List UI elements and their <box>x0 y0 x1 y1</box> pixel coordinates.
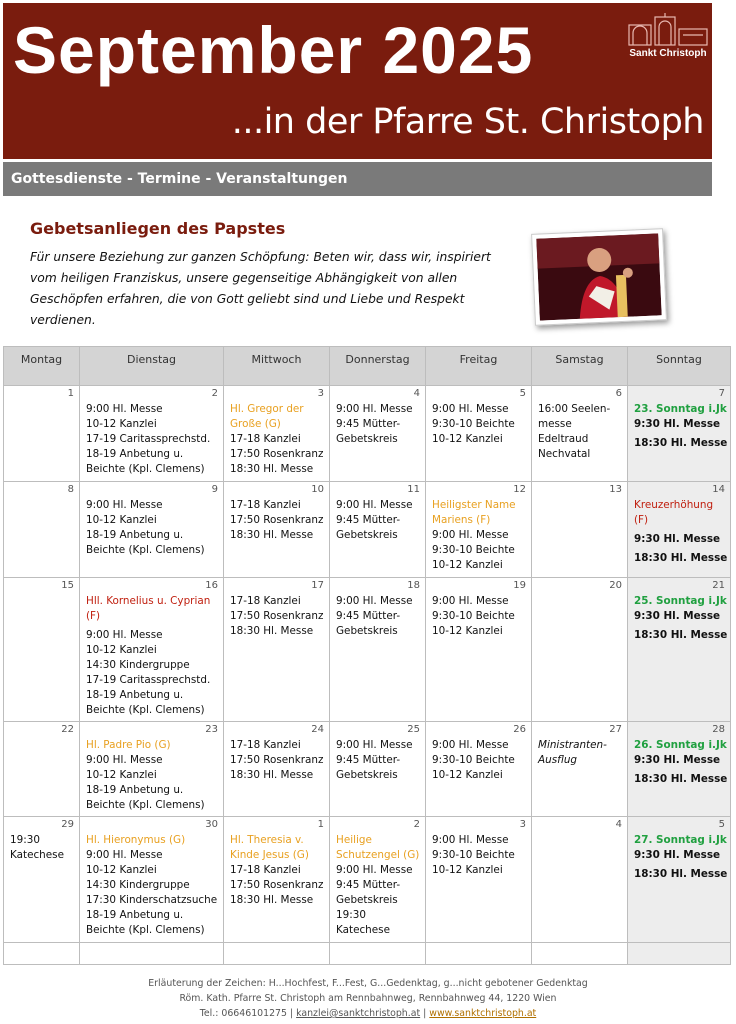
calendar-week-row <box>4 482 731 578</box>
calendar-week-row <box>4 386 731 482</box>
calendar-week-row <box>4 817 731 943</box>
day-cell <box>80 482 224 578</box>
pope-photo <box>531 228 667 326</box>
day-number: 10 <box>311 484 324 495</box>
day-cell <box>80 578 224 722</box>
empty-cell <box>4 943 80 965</box>
day-number: 19 <box>513 580 526 591</box>
calendar-week-row <box>4 578 731 722</box>
feast-label: Hl. Hieronymus (G) <box>86 834 186 846</box>
day-number: 30 <box>205 819 218 830</box>
event-line: Gebetskreis <box>336 433 398 445</box>
day-cell <box>330 722 426 817</box>
event-line: 9:00 Hl. Messe <box>432 403 509 415</box>
event-line: 17-18 Kanzlei <box>230 595 301 607</box>
feast-label: Kreuzerhöhung (F) <box>634 499 714 526</box>
day-number: 1 <box>67 388 74 399</box>
event-line: 18:30 Hl. Messe <box>634 773 728 785</box>
event-line: 17-18 Kanzlei <box>230 499 301 511</box>
event-line: 17:50 Rosenkranz <box>230 610 324 622</box>
event-line: 9:00 Hl. Messe <box>86 403 163 415</box>
day-number: 4 <box>615 819 622 830</box>
day-number: 3 <box>317 388 324 399</box>
event-line: 10-12 Kanzlei <box>86 644 157 656</box>
sunday-cell <box>628 817 731 943</box>
weekday-header: Donnerstag <box>330 347 426 386</box>
calendar-week-row <box>4 722 731 817</box>
event-line: 10-12 Kanzlei <box>86 769 157 781</box>
day-number: 16 <box>205 580 218 591</box>
event-line: Gebetskreis <box>336 529 398 541</box>
day-cell <box>426 386 532 482</box>
event-line: 9:00 Hl. Messe <box>86 629 163 641</box>
sunday-title: 27. Sonntag i.Jk <box>634 834 727 846</box>
event-line: 18:30 Hl. Messe <box>634 552 728 564</box>
event-line: 18-19 Anbetung u. <box>86 448 184 460</box>
empty-cell <box>330 943 426 965</box>
category-bar-text: Gottesdienste - Termine - Veranstaltungen <box>11 171 348 187</box>
event-line: Beichte (Kpl. Clemens) <box>86 463 205 475</box>
address-text: Röm. Kath. Pfarre St. Christoph am Rennbahnweg, Rennbahnweg 44, 1220 Wien <box>179 993 557 1004</box>
event-line: 18:30 Hl. Messe <box>230 463 314 475</box>
day-number: 2 <box>413 819 420 830</box>
event-line: 17:50 Rosenkranz <box>230 514 324 526</box>
sunday-cell <box>628 386 731 482</box>
event-line: Gebetskreis <box>336 769 398 781</box>
event-line: 9:00 Hl. Messe <box>432 595 509 607</box>
day-number: 8 <box>67 484 74 495</box>
event-line: 18:30 Hl. Messe <box>634 629 728 641</box>
event-line: 14:30 Kindergruppe <box>86 879 190 891</box>
feast-label: Hl. Theresia v. Kinde Jesus (G) <box>230 834 309 861</box>
email-link[interactable]: kanzlei@sanktchristoph.at <box>296 1008 421 1019</box>
event-line: 9:00 Hl. Messe <box>86 754 163 766</box>
day-cell <box>4 817 80 943</box>
event-line: 18:30 Hl. Messe <box>634 437 728 449</box>
event-line: 9:00 Hl. Messe <box>432 834 509 846</box>
event-line: 18-19 Anbetung u. <box>86 529 184 541</box>
intention-line: Geschöpfen erfahren, die von Gott geliebt sind und Liebe und Respekt <box>30 292 465 306</box>
header-banner <box>3 3 712 159</box>
event-line: 18:30 Hl. Messe <box>230 894 314 906</box>
intention-line: Für unsere Beziehung zur ganzen Schöpfung: Beten wir, dass wir, inspiriert <box>30 250 491 264</box>
event-line: Katechese <box>336 924 390 936</box>
website-link[interactable]: www.sanktchristoph.at <box>429 1008 537 1019</box>
intention-line: verdienen. <box>30 313 96 327</box>
logo-text: Sankt Christoph <box>629 48 707 59</box>
day-number: 21 <box>712 580 725 591</box>
weekday-header: Mittwoch <box>224 347 330 386</box>
event-line: 16:00 Seelen- <box>538 403 611 415</box>
pope-image <box>536 233 661 320</box>
event-line: 9:00 Hl. Messe <box>86 499 163 511</box>
day-cell <box>330 578 426 722</box>
feast-label: Heiligster Name Mariens (F) <box>432 499 516 526</box>
day-cell <box>330 482 426 578</box>
event-line: Gebetskreis <box>336 894 398 906</box>
weekday-header-row <box>4 347 731 386</box>
day-number: 14 <box>712 484 725 495</box>
sunday-cell <box>628 482 731 578</box>
event-line: 9:00 Hl. Messe <box>336 864 413 876</box>
day-cell <box>426 817 532 943</box>
day-cell <box>224 722 330 817</box>
day-cell <box>330 386 426 482</box>
event-line: Nechvatal <box>538 448 591 460</box>
sunday-title: 26. Sonntag i.Jk <box>634 739 727 751</box>
sunday-cell <box>628 722 731 817</box>
day-cell <box>80 817 224 943</box>
event-line: Beichte (Kpl. Clemens) <box>86 924 205 936</box>
event-line: 19:30 <box>10 834 40 846</box>
event-line: Beichte (Kpl. Clemens) <box>86 799 205 811</box>
day-cell <box>426 722 532 817</box>
sunday-title: 25. Sonntag i.Jk <box>634 595 727 607</box>
weekday-header: Samstag <box>532 347 628 386</box>
event-line: 9:30 Hl. Messe <box>634 610 721 622</box>
day-number: 1 <box>317 819 324 830</box>
event-line: 14:30 Kindergruppe <box>86 659 190 671</box>
empty-cell <box>628 943 731 965</box>
event-line: Beichte (Kpl. Clemens) <box>86 544 205 556</box>
calendar-empty-row <box>4 943 731 965</box>
event-line: 17:50 Rosenkranz <box>230 879 324 891</box>
event-line: 9:00 Hl. Messe <box>432 739 509 751</box>
event-line: Beichte (Kpl. Clemens) <box>86 704 205 716</box>
feast-label: Heilige Schutzengel (G) <box>336 834 420 861</box>
event-line: 10-12 Kanzlei <box>86 418 157 430</box>
day-cell <box>224 386 330 482</box>
day-cell <box>224 578 330 722</box>
empty-cell <box>426 943 532 965</box>
event-line: 9:30-10 Beichte <box>432 544 515 556</box>
event-line: 17:50 Rosenkranz <box>230 754 324 766</box>
event-line: 10-12 Kanzlei <box>86 864 157 876</box>
intention-line: vom heiligen Franziskus, unsere gegenseitige Abhängigkeit von allen <box>30 271 458 285</box>
category-bar <box>3 162 712 196</box>
calendar-table <box>3 346 731 965</box>
day-number: 11 <box>407 484 420 495</box>
event-line: 9:00 Hl. Messe <box>432 529 509 541</box>
day-number: 25 <box>407 724 420 735</box>
event-line: 17-18 Kanzlei <box>230 433 301 445</box>
event-line: 18:30 Hl. Messe <box>634 868 728 880</box>
page-title: September 2025 <box>13 13 534 87</box>
event-line: messe <box>538 418 572 430</box>
event-line: 9:30-10 Beichte <box>432 849 515 861</box>
event-line: 9:00 Hl. Messe <box>336 499 413 511</box>
event-line: 9:45 Mütter- <box>336 754 401 766</box>
event-line: 9:45 Mütter- <box>336 418 401 430</box>
event-line: 10-12 Kanzlei <box>432 433 503 445</box>
event-line: 9:30-10 Beichte <box>432 754 515 766</box>
event-line: 18:30 Hl. Messe <box>230 769 314 781</box>
event-line: 18-19 Anbetung u. <box>86 909 184 921</box>
day-cell <box>4 482 80 578</box>
day-number: 29 <box>61 819 74 830</box>
empty-cell <box>80 943 224 965</box>
day-cell <box>224 817 330 943</box>
event-line: 18:30 Hl. Messe <box>230 625 314 637</box>
day-number: 12 <box>513 484 526 495</box>
day-cell <box>4 386 80 482</box>
day-number: 13 <box>609 484 622 495</box>
day-number: 23 <box>205 724 218 735</box>
day-number: 3 <box>519 819 526 830</box>
day-cell <box>532 817 628 943</box>
event-line: 9:45 Mütter- <box>336 514 401 526</box>
weekday-header: Freitag <box>426 347 532 386</box>
event-line: 17:30 Kinderschatzsuche <box>86 894 218 906</box>
day-number: 5 <box>718 819 725 830</box>
event-line: 19:30 <box>336 909 366 921</box>
day-number: 26 <box>513 724 526 735</box>
day-number: 2 <box>211 388 218 399</box>
event-line: 9:00 Hl. Messe <box>336 595 413 607</box>
day-cell <box>426 578 532 722</box>
day-number: 18 <box>407 580 420 591</box>
sunday-title: 23. Sonntag i.Jk <box>634 403 727 415</box>
event-line: 9:30 Hl. Messe <box>634 849 721 861</box>
footer <box>0 976 736 1021</box>
day-number: 17 <box>311 580 324 591</box>
day-cell <box>4 722 80 817</box>
day-cell <box>4 578 80 722</box>
event-line: 17:50 Rosenkranz <box>230 448 324 460</box>
event-line: 18-19 Anbetung u. <box>86 689 184 701</box>
event-line: 17-18 Kanzlei <box>230 739 301 751</box>
event-line: 18:30 Hl. Messe <box>230 529 314 541</box>
page-subtitle: ...in der Pfarre St. Christoph <box>231 102 704 142</box>
day-cell <box>330 817 426 943</box>
event-line: 9:45 Mütter- <box>336 610 401 622</box>
event-line: 17-19 Caritassprechstd. <box>86 674 211 686</box>
event-line: 9:30-10 Beichte <box>432 418 515 430</box>
event-line: 10-12 Kanzlei <box>432 864 503 876</box>
phone-text: Tel.: 06646101275 | <box>199 1008 294 1019</box>
empty-cell <box>224 943 330 965</box>
day-number: 27 <box>609 724 622 735</box>
day-cell <box>532 482 628 578</box>
separator: | <box>423 1008 427 1019</box>
day-number: 20 <box>609 580 622 591</box>
event-line: 9:45 Mütter- <box>336 879 401 891</box>
day-cell <box>224 482 330 578</box>
weekday-header: Montag <box>4 347 80 386</box>
event-line: 10-12 Kanzlei <box>432 625 503 637</box>
event-line: 18-19 Anbetung u. <box>86 784 184 796</box>
intention-heading: Gebetsanliegen des Papstes <box>30 219 286 238</box>
event-line: 9:00 Hl. Messe <box>336 403 413 415</box>
day-cell <box>426 482 532 578</box>
weekday-header: Sonntag <box>628 347 731 386</box>
day-number: 4 <box>413 388 420 399</box>
event-line: 10-12 Kanzlei <box>86 514 157 526</box>
empty-cell <box>532 943 628 965</box>
event-line: Edeltraud <box>538 433 589 445</box>
day-number: 24 <box>311 724 324 735</box>
day-cell <box>532 722 628 817</box>
day-number: 7 <box>718 388 725 399</box>
event-line: Katechese <box>10 849 64 861</box>
event-line: 9:30 Hl. Messe <box>634 533 721 545</box>
feast-label: Hl. Gregor der Große (G) <box>230 403 304 430</box>
feast-label: Hll. Kornelius u. Cyprian (F) <box>86 595 211 622</box>
event-line: 10-12 Kanzlei <box>432 769 503 781</box>
day-number: 5 <box>519 388 526 399</box>
intention-text <box>30 247 500 331</box>
legend-text: Erläuterung der Zeichen: H...Hochfest, F...Fest, G...Gedenktag, g...nicht gebotener Gedenktag <box>148 978 588 989</box>
parish-logo <box>625 13 711 59</box>
weekday-header: Dienstag <box>80 347 224 386</box>
day-cell <box>80 386 224 482</box>
event-line: 10-12 Kanzlei <box>432 559 503 571</box>
sunday-cell <box>628 578 731 722</box>
church-icon <box>625 13 711 47</box>
day-number: 15 <box>61 580 74 591</box>
event-line: 9:30-10 Beichte <box>432 610 515 622</box>
day-number: 22 <box>61 724 74 735</box>
event-line: 17-19 Caritassprechstd. <box>86 433 211 445</box>
event-line: Gebetskreis <box>336 625 398 637</box>
event-line: Ausflug <box>538 754 578 766</box>
day-cell <box>532 386 628 482</box>
event-line: 9:00 Hl. Messe <box>86 849 163 861</box>
day-cell <box>80 722 224 817</box>
day-number: 28 <box>712 724 725 735</box>
event-line: 17-18 Kanzlei <box>230 864 301 876</box>
event-line: 9:30 Hl. Messe <box>634 418 721 430</box>
event-line: 9:30 Hl. Messe <box>634 754 721 766</box>
contact-line <box>0 1006 736 1021</box>
day-number: 9 <box>211 484 218 495</box>
day-number: 6 <box>615 388 622 399</box>
event-line: Ministranten- <box>538 739 607 751</box>
feast-label: Hl. Padre Pio (G) <box>86 739 171 751</box>
event-line: 9:00 Hl. Messe <box>336 739 413 751</box>
day-cell <box>532 578 628 722</box>
